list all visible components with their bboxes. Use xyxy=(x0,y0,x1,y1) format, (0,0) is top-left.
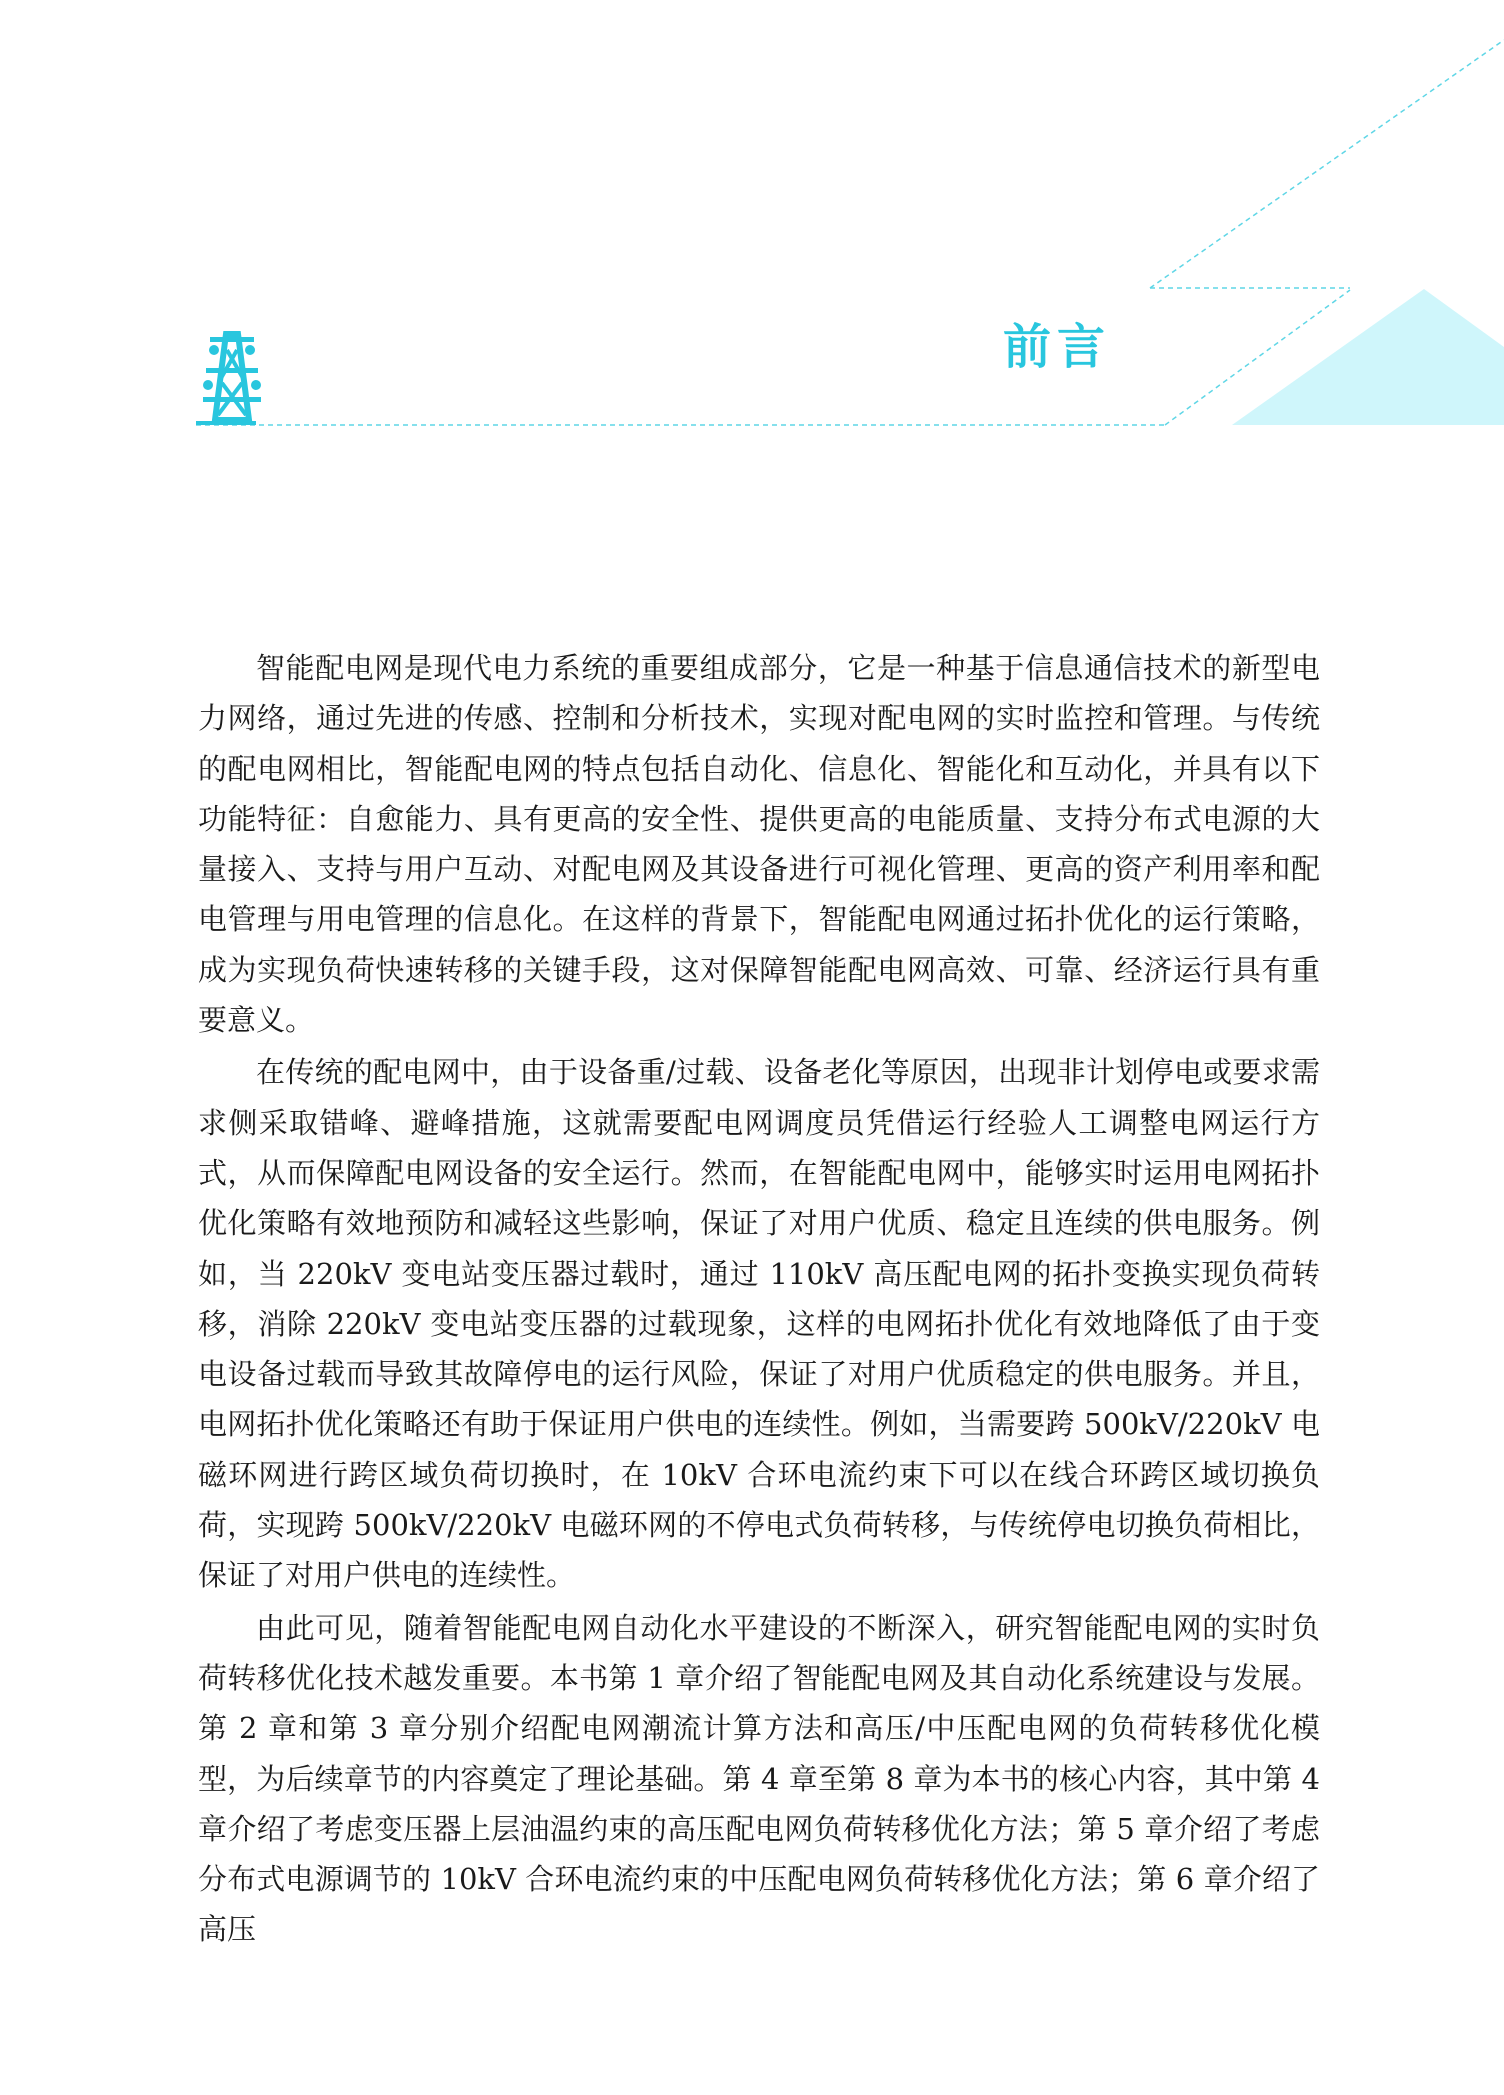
header-decoration xyxy=(0,0,1504,440)
power-pylon-icon xyxy=(196,334,261,425)
body-text xyxy=(198,643,1320,1957)
paragraph: 在传统的配电网中，由于设备重/过载、设备老化等原因，出现非计划停电或要求需求侧采取错峰、避峰措施，这就需要配电网调度员凭借运行经验人工调整电网运行方式，从而保障配电网设备的安全运行。然而，在智能配电网中，能够实时运用电网拓扑优化策略有效地预防和减轻这些影响，保证了对用户优质、稳定且连续的供电服务。例如，当 220kV 变电站变压器过载时，通过 110kV 高压配电网的拓扑变换实现负荷转移，消除 220kV 变电站变压器的过载现象，这样的电网拓扑优化有效地降低了由于变电设备过载而导致其故障停电的运行风险，保证了对用户优质稳定的供电服务。并且，电网拓扑优化策略还有助于保证用户供电的连续性。例如，当需要跨 500kV/220kV 电磁环网进行跨区域负荷切换时，在 10kV 合环电流约束下可以在线合环跨区域切换负荷，实现跨 500kV/220kV 电磁环网的不停电式负荷转移，与传统停电切换负荷相比，保证了对用户供电的连续性。 xyxy=(198,1055,1320,1593)
paragraph: 由此可见，随着智能配电网自动化水平建设的不断深入，研究智能配电网的实时负荷转移优化技术越发重要。本书第 1 章介绍了智能配电网及其自动化系统建设与发展。第 2 章和第 3 章分别介绍配电网潮流计算方法和高压/中压配电网的负荷转移优化模型，为后续章节的内容奠定了理论基础。第 4 章至第 8 章为本书的核心内容，其中第 4 章介绍了考虑变压器上层油温约束的高压配电网负荷转移优化方法；第 5 章介绍了考虑分布式电源调节的 10kV 合环电流约束的中压配电网负荷转移优化方法；第 6 章介绍了高压 xyxy=(198,1610,1320,1947)
decorative-triangle xyxy=(1232,289,1504,425)
page-title: 前言 xyxy=(1003,319,1112,375)
paragraph: 智能配电网是现代电力系统的重要组成部分，它是一种基于信息通信技术的新型电力网络，通过先进的传感、控制和分析技术，实现对配电网的实时监控和管理。与传统的配电网相比，智能配电网的特点包括自动化、信息化、智能化和互动化，并具有以下功能特征：自愈能力、具有更高的安全性、提供更高的电能质量、支持分布式电源的大量接入、支持与用户互动、对配电网及其设备进行可视化管理、更高的资产利用率和配电管理与用电管理的信息化。在这样的背景下，智能配电网通过拓扑优化的运行策略，成为实现负荷快速转移的关键手段，这对保障智能配电网高效、可靠、经济运行具有重要意义。 xyxy=(198,651,1320,1038)
decorative-dashed-line xyxy=(1150,40,1504,288)
